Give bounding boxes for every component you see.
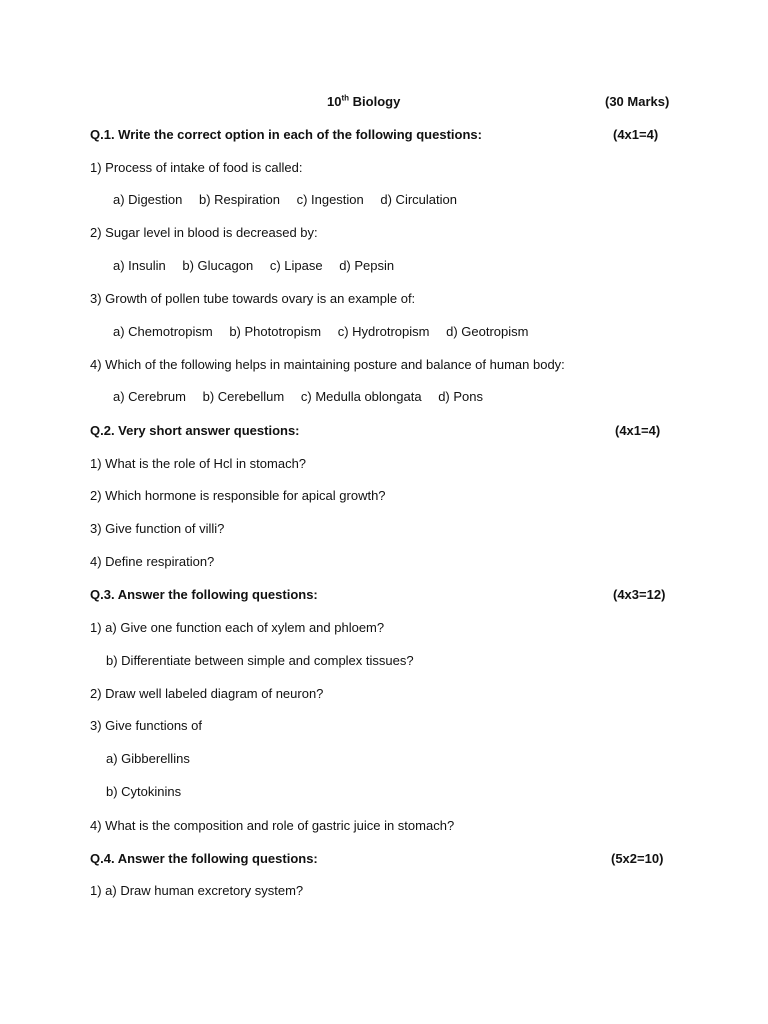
option: c) Lipase [269,258,323,273]
q2-question: 3) Give function of villi? [90,521,225,536]
q3-marks: (4x3=12) [613,587,666,602]
option: a) Insulin [113,258,166,273]
q1-question-3: 3) Growth of pollen tube towards ovary is an example of: [90,291,416,306]
total-marks: (30 Marks) [605,94,670,109]
q2-question: 4) Define respiration? [90,554,215,569]
q1-options-1 [113,192,457,208]
option: c) Hydrotropism [337,324,430,339]
option: c) Medulla oblongata [300,389,422,404]
option: d) Pepsin [339,258,395,273]
option: d) Pons [438,389,484,404]
q3-heading: Q.3. Answer the following questions: [90,587,318,602]
q1-options-2 [113,258,394,274]
q3-line: b) Cytokinins [106,784,182,799]
option: b) Respiration [199,192,280,207]
subject-name: Biology [352,94,401,109]
q4-marks: (5x2=10) [611,851,664,866]
option: a) Cerebrum [113,389,186,404]
q4-heading: Q.4. Answer the following questions: [90,851,318,866]
q2-question: 2) Which hormone is responsible for apical growth? [90,488,386,503]
q3-line: a) Gibberellins [106,751,190,766]
option: b) Cerebellum [202,389,285,404]
q3-line: 1) a) Give one function each of xylem and phloem? [90,620,385,635]
q3-line: 4) What is the composition and role of gastric juice in stomach? [90,818,455,833]
q4-line: 1) a) Draw human excretory system? [90,883,304,898]
grade-number: 10 [327,94,342,109]
option: b) Phototropism [229,324,322,339]
q1-question-4: 4) Which of the following helps in maintaining posture and balance of human body: [90,357,565,372]
q2-question: 1) What is the role of Hcl in stomach? [90,456,307,471]
q1-options-4 [113,389,483,405]
q1-question-1: 1) Process of intake of food is called: [90,160,303,175]
q3-line: 2) Draw well labeled diagram of neuron? [90,686,324,701]
option: a) Chemotropism [113,324,213,339]
option: d) Geotropism [446,324,529,339]
paper-title [327,94,400,110]
q3-line: 3) Give functions of [90,718,202,733]
q3-line: b) Differentiate between simple and complex tissues? [106,653,414,668]
q2-marks: (4x1=4) [615,423,661,438]
option: d) Circulation [380,192,457,207]
q1-options-3 [113,324,528,340]
grade-suffix: th [341,93,350,103]
option: c) Ingestion [296,192,364,207]
q1-marks: (4x1=4) [613,127,659,142]
q1-heading: Q.1. Write the correct option in each of the following questions: [90,127,482,142]
option: a) Digestion [113,192,183,207]
option: b) Glucagon [182,258,254,273]
q1-question-2: 2) Sugar level in blood is decreased by: [90,225,318,240]
q2-heading: Q.2. Very short answer questions: [90,423,300,438]
